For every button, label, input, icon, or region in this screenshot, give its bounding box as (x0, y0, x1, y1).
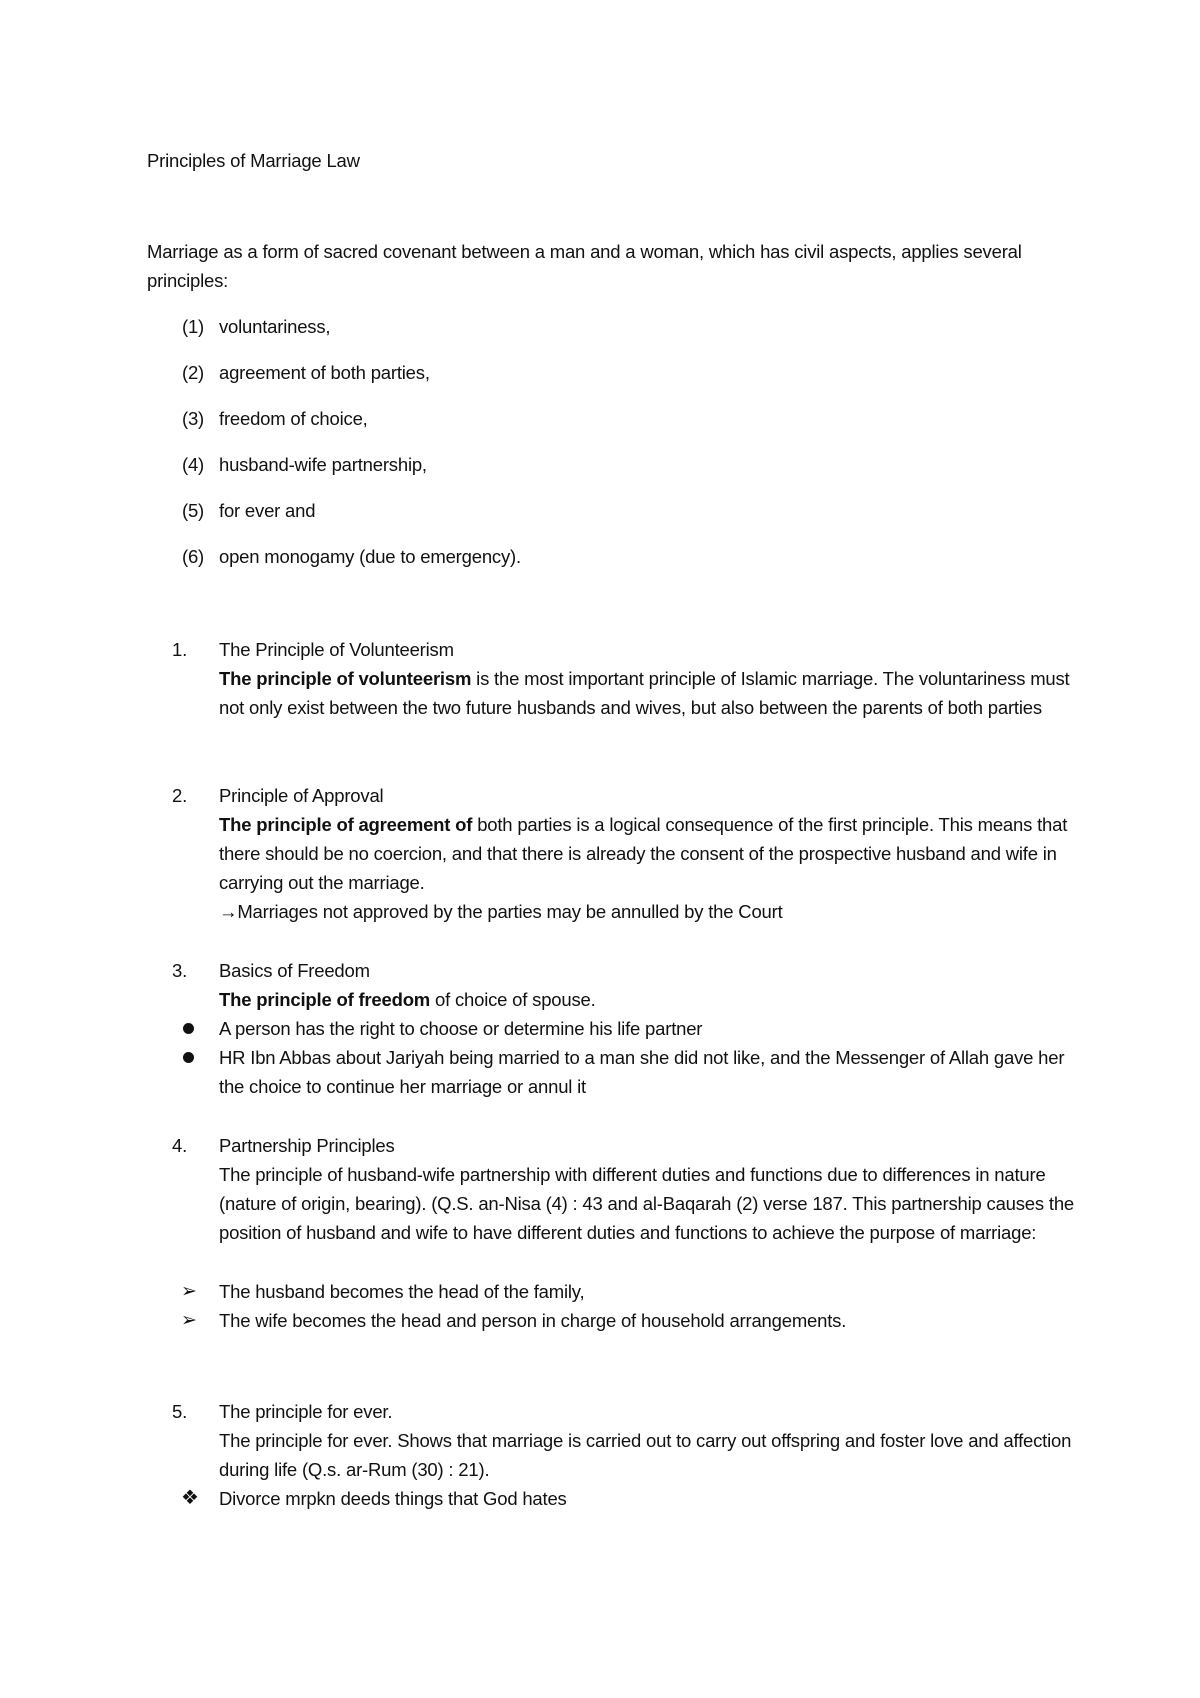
list-item (182, 451, 521, 497)
list-item (182, 543, 521, 589)
bullet-text: A person has the right to choose or determine his life partner (219, 1018, 703, 1039)
bold-lead: The principle of agreement of (219, 814, 473, 835)
bold-lead: The principle of freedom (219, 989, 431, 1010)
section-5-heading (172, 1397, 392, 1426)
list-item (182, 359, 521, 405)
arrow-right-icon: → (219, 901, 238, 922)
section-heading-text: The principle for ever. (219, 1401, 393, 1422)
section-heading-text: Basics of Freedom (219, 960, 370, 981)
section-4-body: The principle of husband-wife partnership with different duties and functions due to differences in nature (nature of origin, bearing). (Q.S. an-Nisa (4) : 43 and al-Baqarah (2) verse 187. This partnership causes the position of husband and wife to have different duties and functions to achieve the purpose of marriage: (219, 1164, 1074, 1243)
bullet-text: Divorce mrpkn deeds things that God hates (219, 1488, 567, 1509)
list-item-text: freedom of choice, (219, 408, 368, 429)
section-body-text: is the most important principle of Islamic marriage. The voluntariness must not only exist between the two future husbands and wives, but also between the parents of both parties (219, 668, 1070, 718)
bullet-dot-icon (181, 1043, 201, 1072)
arrowhead-bullet-icon: ➢ (181, 1310, 197, 1331)
document-title: Principles of Marriage Law (147, 150, 360, 171)
section-3-heading (172, 956, 370, 985)
list-item-number: (4) (182, 454, 205, 475)
section-number: 3. (172, 960, 188, 981)
list-item-text: husband-wife partnership, (219, 454, 427, 475)
section-heading-text: Partnership Principles (219, 1135, 395, 1156)
bullet-text: HR Ibn Abbas about Jariyah being married to a man she did not like, and the Messenger of Allah gave her the choice to continue her marriage or annul it (219, 1047, 1065, 1097)
section-heading-text: The Principle of Volunteerism (219, 639, 454, 660)
list-item-number: (2) (182, 362, 205, 383)
list-item-number: (5) (182, 500, 205, 521)
section-number: 1. (172, 639, 188, 660)
list-item (182, 405, 521, 451)
section-body-text: of choice of spouse. (430, 989, 596, 1010)
diamond-bullet-icon: ❖ (181, 1487, 199, 1509)
list-item-text: voluntariness, (219, 316, 331, 337)
section-number: 2. (172, 785, 188, 806)
list-item (182, 313, 521, 359)
list-item-text: agreement of both parties, (219, 362, 430, 383)
list-item-text: open monogamy (due to emergency). (219, 546, 521, 567)
section-heading-text: Principle of Approval (219, 785, 384, 806)
section-body-text: both parties is a logical consequence of the first principle. This means that there should be no coercion, and that there is already the consent of the prospective husband and wife in carrying out the marriage. (219, 814, 1068, 893)
section-number: 5. (172, 1401, 188, 1422)
section-3-body (219, 985, 1089, 1014)
section-2-body (219, 810, 1089, 897)
section-number: 4. (172, 1135, 188, 1156)
arrowhead-bullet-icon: ➢ (181, 1281, 197, 1302)
principles-list (182, 313, 521, 589)
intro-paragraph: Marriage as a form of sacred covenant between a man and a woman, which has civil aspects, applies several principles: (147, 241, 1022, 291)
section-5-body: The principle for ever. Shows that marriage is carried out to carry out offspring and foster love and affection during life (Q.s. ar-Rum (30) : 21). (219, 1430, 1072, 1480)
list-item (182, 497, 521, 543)
list-item-text: for ever and (219, 500, 316, 521)
section-2-heading (172, 781, 383, 810)
list-item-number: (3) (182, 408, 205, 429)
bullet-text: The husband becomes the head of the family, (219, 1281, 585, 1302)
bullet-text: The wife becomes the head and person in charge of household arrangements. (219, 1310, 847, 1331)
section-1-heading (172, 635, 454, 664)
section-4-heading (172, 1131, 395, 1160)
note-text: Marriages not approved by the parties may be annulled by the Court (237, 901, 783, 922)
bold-lead: The principle of volunteerism (219, 668, 472, 689)
section-2-note (219, 897, 1089, 926)
list-item-number: (1) (182, 316, 205, 337)
section-1-body (219, 664, 1089, 722)
bullet-dot-icon (181, 1014, 201, 1043)
list-item-number: (6) (182, 546, 205, 567)
